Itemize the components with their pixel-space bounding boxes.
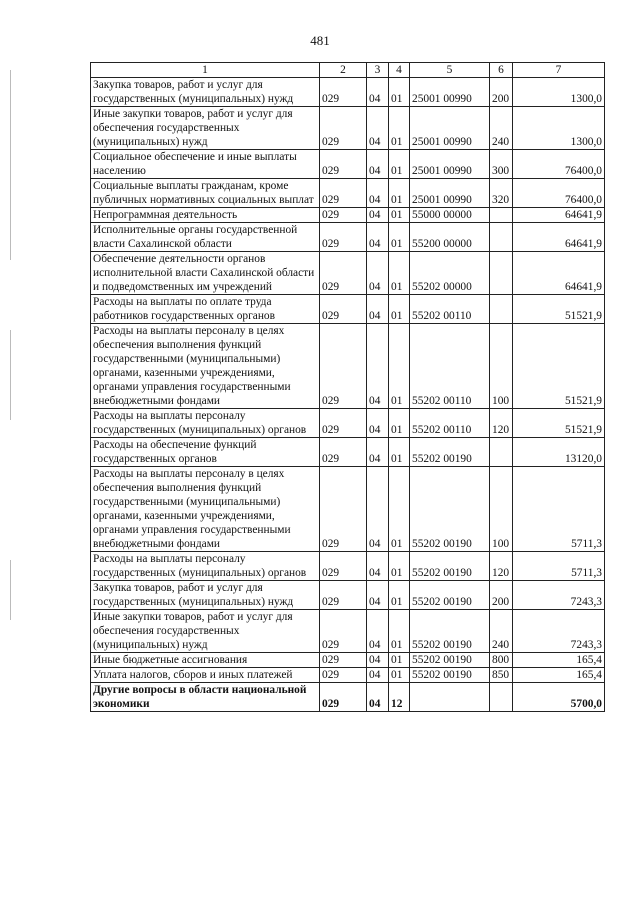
header-cell: 3 — [367, 63, 389, 78]
row-value-cell: 240 — [490, 610, 513, 653]
row-value-cell: 55200 00000 — [410, 223, 490, 252]
row-value-cell: 029 — [320, 78, 367, 107]
row-name-cell: Расходы на выплаты персоналу в целях обеспечения выполнения функций государственными (муниципальными) органами, казенными учреждениями, органами управления государственными внебюджетными фондами — [91, 467, 320, 552]
row-name-cell: Иные закупки товаров, работ и услуг для обеспечения государственных (муниципальных) нужд — [91, 107, 320, 150]
row-value-cell: 04 — [367, 653, 389, 668]
row-value-cell: 25001 00990 — [410, 107, 490, 150]
row-value-cell: 029 — [320, 107, 367, 150]
row-value-cell: 76400,0 — [513, 179, 605, 208]
row-value-cell: 04 — [367, 150, 389, 179]
row-value-cell — [490, 252, 513, 295]
row-value-cell: 01 — [389, 552, 410, 581]
header-cell: 4 — [389, 63, 410, 78]
row-value-cell: 100 — [490, 324, 513, 409]
row-name-cell: Непрограммная деятельность — [91, 208, 320, 223]
table-row — [91, 581, 605, 610]
row-name-cell: Социальные выплаты гражданам, кроме публичных нормативных социальных выплат — [91, 179, 320, 208]
row-name-cell: Исполнительные органы государственной власти Сахалинской области — [91, 223, 320, 252]
row-value-cell: 1300,0 — [513, 107, 605, 150]
row-value-cell: 55202 00190 — [410, 438, 490, 467]
row-value-cell: 01 — [389, 668, 410, 683]
row-value-cell: 01 — [389, 150, 410, 179]
row-value-cell: 12 — [389, 683, 410, 712]
row-value-cell: 029 — [320, 438, 367, 467]
row-name-cell: Расходы на выплаты по оплате труда работников государственных органов — [91, 295, 320, 324]
row-value-cell: 04 — [367, 409, 389, 438]
row-value-cell: 04 — [367, 208, 389, 223]
row-value-cell: 120 — [490, 409, 513, 438]
row-value-cell: 5700,0 — [513, 683, 605, 712]
header-cell: 1 — [91, 63, 320, 78]
table-row — [91, 208, 605, 223]
row-value-cell: 55202 00190 — [410, 610, 490, 653]
row-name-cell: Закупка товаров, работ и услуг для государственных (муниципальных) нужд — [91, 78, 320, 107]
row-name-cell: Расходы на выплаты персоналу в целях обеспечения выполнения функций государственными (муниципальными) органами, казенными учреждениями, органами управления государственными внебюджетными фондами — [91, 324, 320, 409]
row-value-cell: 01 — [389, 78, 410, 107]
row-value-cell: 029 — [320, 295, 367, 324]
row-value-cell: 04 — [367, 252, 389, 295]
header-cell: 6 — [490, 63, 513, 78]
row-value-cell: 04 — [367, 223, 389, 252]
row-value-cell: 25001 00990 — [410, 150, 490, 179]
row-value-cell: 029 — [320, 552, 367, 581]
row-value-cell — [490, 683, 513, 712]
row-value-cell: 5711,3 — [513, 552, 605, 581]
row-value-cell: 029 — [320, 683, 367, 712]
row-value-cell: 850 — [490, 668, 513, 683]
row-value-cell — [490, 208, 513, 223]
row-value-cell: 51521,9 — [513, 324, 605, 409]
row-value-cell: 029 — [320, 467, 367, 552]
table-row — [91, 324, 605, 409]
row-value-cell: 01 — [389, 610, 410, 653]
row-value-cell: 029 — [320, 610, 367, 653]
row-value-cell: 04 — [367, 295, 389, 324]
row-value-cell: 240 — [490, 107, 513, 150]
row-value-cell: 5711,3 — [513, 467, 605, 552]
row-value-cell: 200 — [490, 581, 513, 610]
table-row — [91, 78, 605, 107]
row-name-cell: Расходы на выплаты персоналу государственных (муниципальных) органов — [91, 552, 320, 581]
row-value-cell: 029 — [320, 653, 367, 668]
row-value-cell: 55202 00190 — [410, 552, 490, 581]
row-value-cell: 55202 00110 — [410, 324, 490, 409]
row-name-cell: Иные бюджетные ассигнования — [91, 653, 320, 668]
row-value-cell: 04 — [367, 581, 389, 610]
row-value-cell: 25001 00990 — [410, 78, 490, 107]
row-value-cell: 04 — [367, 683, 389, 712]
row-value-cell: 55202 00190 — [410, 581, 490, 610]
row-value-cell: 55202 00190 — [410, 467, 490, 552]
page-number: 481 — [310, 33, 330, 48]
table-row — [91, 467, 605, 552]
row-value-cell: 04 — [367, 552, 389, 581]
row-name-cell: Другие вопросы в области национальной экономики — [91, 683, 320, 712]
row-value-cell: 76400,0 — [513, 150, 605, 179]
row-value-cell: 04 — [367, 78, 389, 107]
row-value-cell: 01 — [389, 653, 410, 668]
row-value-cell: 029 — [320, 581, 367, 610]
scan-artifact-line — [10, 330, 11, 420]
row-value-cell: 64641,9 — [513, 252, 605, 295]
table-row — [91, 409, 605, 438]
row-value-cell: 01 — [389, 295, 410, 324]
row-value-cell — [490, 438, 513, 467]
row-value-cell: 1300,0 — [513, 78, 605, 107]
row-value-cell: 029 — [320, 179, 367, 208]
row-value-cell: 25001 00990 — [410, 179, 490, 208]
row-name-cell: Расходы на обеспечение функций государственных органов — [91, 438, 320, 467]
row-value-cell: 55202 00110 — [410, 295, 490, 324]
row-value-cell — [410, 683, 490, 712]
row-value-cell: 165,4 — [513, 653, 605, 668]
row-value-cell: 01 — [389, 581, 410, 610]
row-value-cell: 01 — [389, 438, 410, 467]
row-value-cell: 01 — [389, 107, 410, 150]
scan-artifact-line — [10, 560, 11, 620]
row-value-cell: 55202 00190 — [410, 668, 490, 683]
row-name-cell: Обеспечение деятельности органов исполнительной власти Сахалинской области и подведомственных им учреждений — [91, 252, 320, 295]
row-value-cell: 800 — [490, 653, 513, 668]
row-value-cell: 04 — [367, 438, 389, 467]
row-value-cell: 64641,9 — [513, 223, 605, 252]
table-row — [91, 683, 605, 712]
row-value-cell: 01 — [389, 208, 410, 223]
row-value-cell: 029 — [320, 208, 367, 223]
row-value-cell: 165,4 — [513, 668, 605, 683]
row-value-cell: 64641,9 — [513, 208, 605, 223]
row-value-cell: 120 — [490, 552, 513, 581]
row-value-cell: 320 — [490, 179, 513, 208]
row-value-cell: 51521,9 — [513, 295, 605, 324]
row-value-cell: 01 — [389, 324, 410, 409]
row-value-cell: 04 — [367, 324, 389, 409]
row-value-cell: 01 — [389, 467, 410, 552]
row-value-cell: 04 — [367, 179, 389, 208]
row-value-cell: 7243,3 — [513, 581, 605, 610]
row-name-cell: Закупка товаров, работ и услуг для государственных (муниципальных) нужд — [91, 581, 320, 610]
row-value-cell: 04 — [367, 467, 389, 552]
row-value-cell: 13120,0 — [513, 438, 605, 467]
header-cell: 2 — [320, 63, 367, 78]
row-value-cell: 01 — [389, 252, 410, 295]
row-value-cell: 55000 00000 — [410, 208, 490, 223]
row-name-cell: Иные закупки товаров, работ и услуг для обеспечения государственных (муниципальных) нужд — [91, 610, 320, 653]
table-row — [91, 438, 605, 467]
table-row — [91, 150, 605, 179]
row-value-cell — [490, 223, 513, 252]
table-row — [91, 107, 605, 150]
row-value-cell: 029 — [320, 252, 367, 295]
row-value-cell: 04 — [367, 610, 389, 653]
row-value-cell: 029 — [320, 668, 367, 683]
table-header-row — [91, 63, 605, 78]
row-value-cell: 55202 00000 — [410, 252, 490, 295]
row-value-cell: 55202 00110 — [410, 409, 490, 438]
row-value-cell: 7243,3 — [513, 610, 605, 653]
table-row — [91, 668, 605, 683]
row-value-cell: 029 — [320, 223, 367, 252]
row-value-cell: 55202 00190 — [410, 653, 490, 668]
row-name-cell: Уплата налогов, сборов и иных платежей — [91, 668, 320, 683]
header-cell: 7 — [513, 63, 605, 78]
row-value-cell: 029 — [320, 324, 367, 409]
row-name-cell: Социальное обеспечение и иные выплаты населению — [91, 150, 320, 179]
row-value-cell: 01 — [389, 179, 410, 208]
row-name-cell: Расходы на выплаты персоналу государственных (муниципальных) органов — [91, 409, 320, 438]
row-value-cell: 01 — [389, 223, 410, 252]
row-value-cell: 100 — [490, 467, 513, 552]
row-value-cell: 04 — [367, 107, 389, 150]
row-value-cell: 04 — [367, 668, 389, 683]
table-row — [91, 653, 605, 668]
table-row — [91, 252, 605, 295]
row-value-cell: 200 — [490, 78, 513, 107]
table-row — [91, 552, 605, 581]
table-row — [91, 179, 605, 208]
row-value-cell — [490, 295, 513, 324]
budget-table — [90, 62, 605, 712]
table-row — [91, 223, 605, 252]
row-value-cell: 029 — [320, 150, 367, 179]
row-value-cell: 01 — [389, 409, 410, 438]
row-value-cell: 029 — [320, 409, 367, 438]
table-row — [91, 295, 605, 324]
row-value-cell: 51521,9 — [513, 409, 605, 438]
scan-artifact-line — [10, 70, 11, 260]
header-cell: 5 — [410, 63, 490, 78]
table-row — [91, 610, 605, 653]
row-value-cell: 300 — [490, 150, 513, 179]
